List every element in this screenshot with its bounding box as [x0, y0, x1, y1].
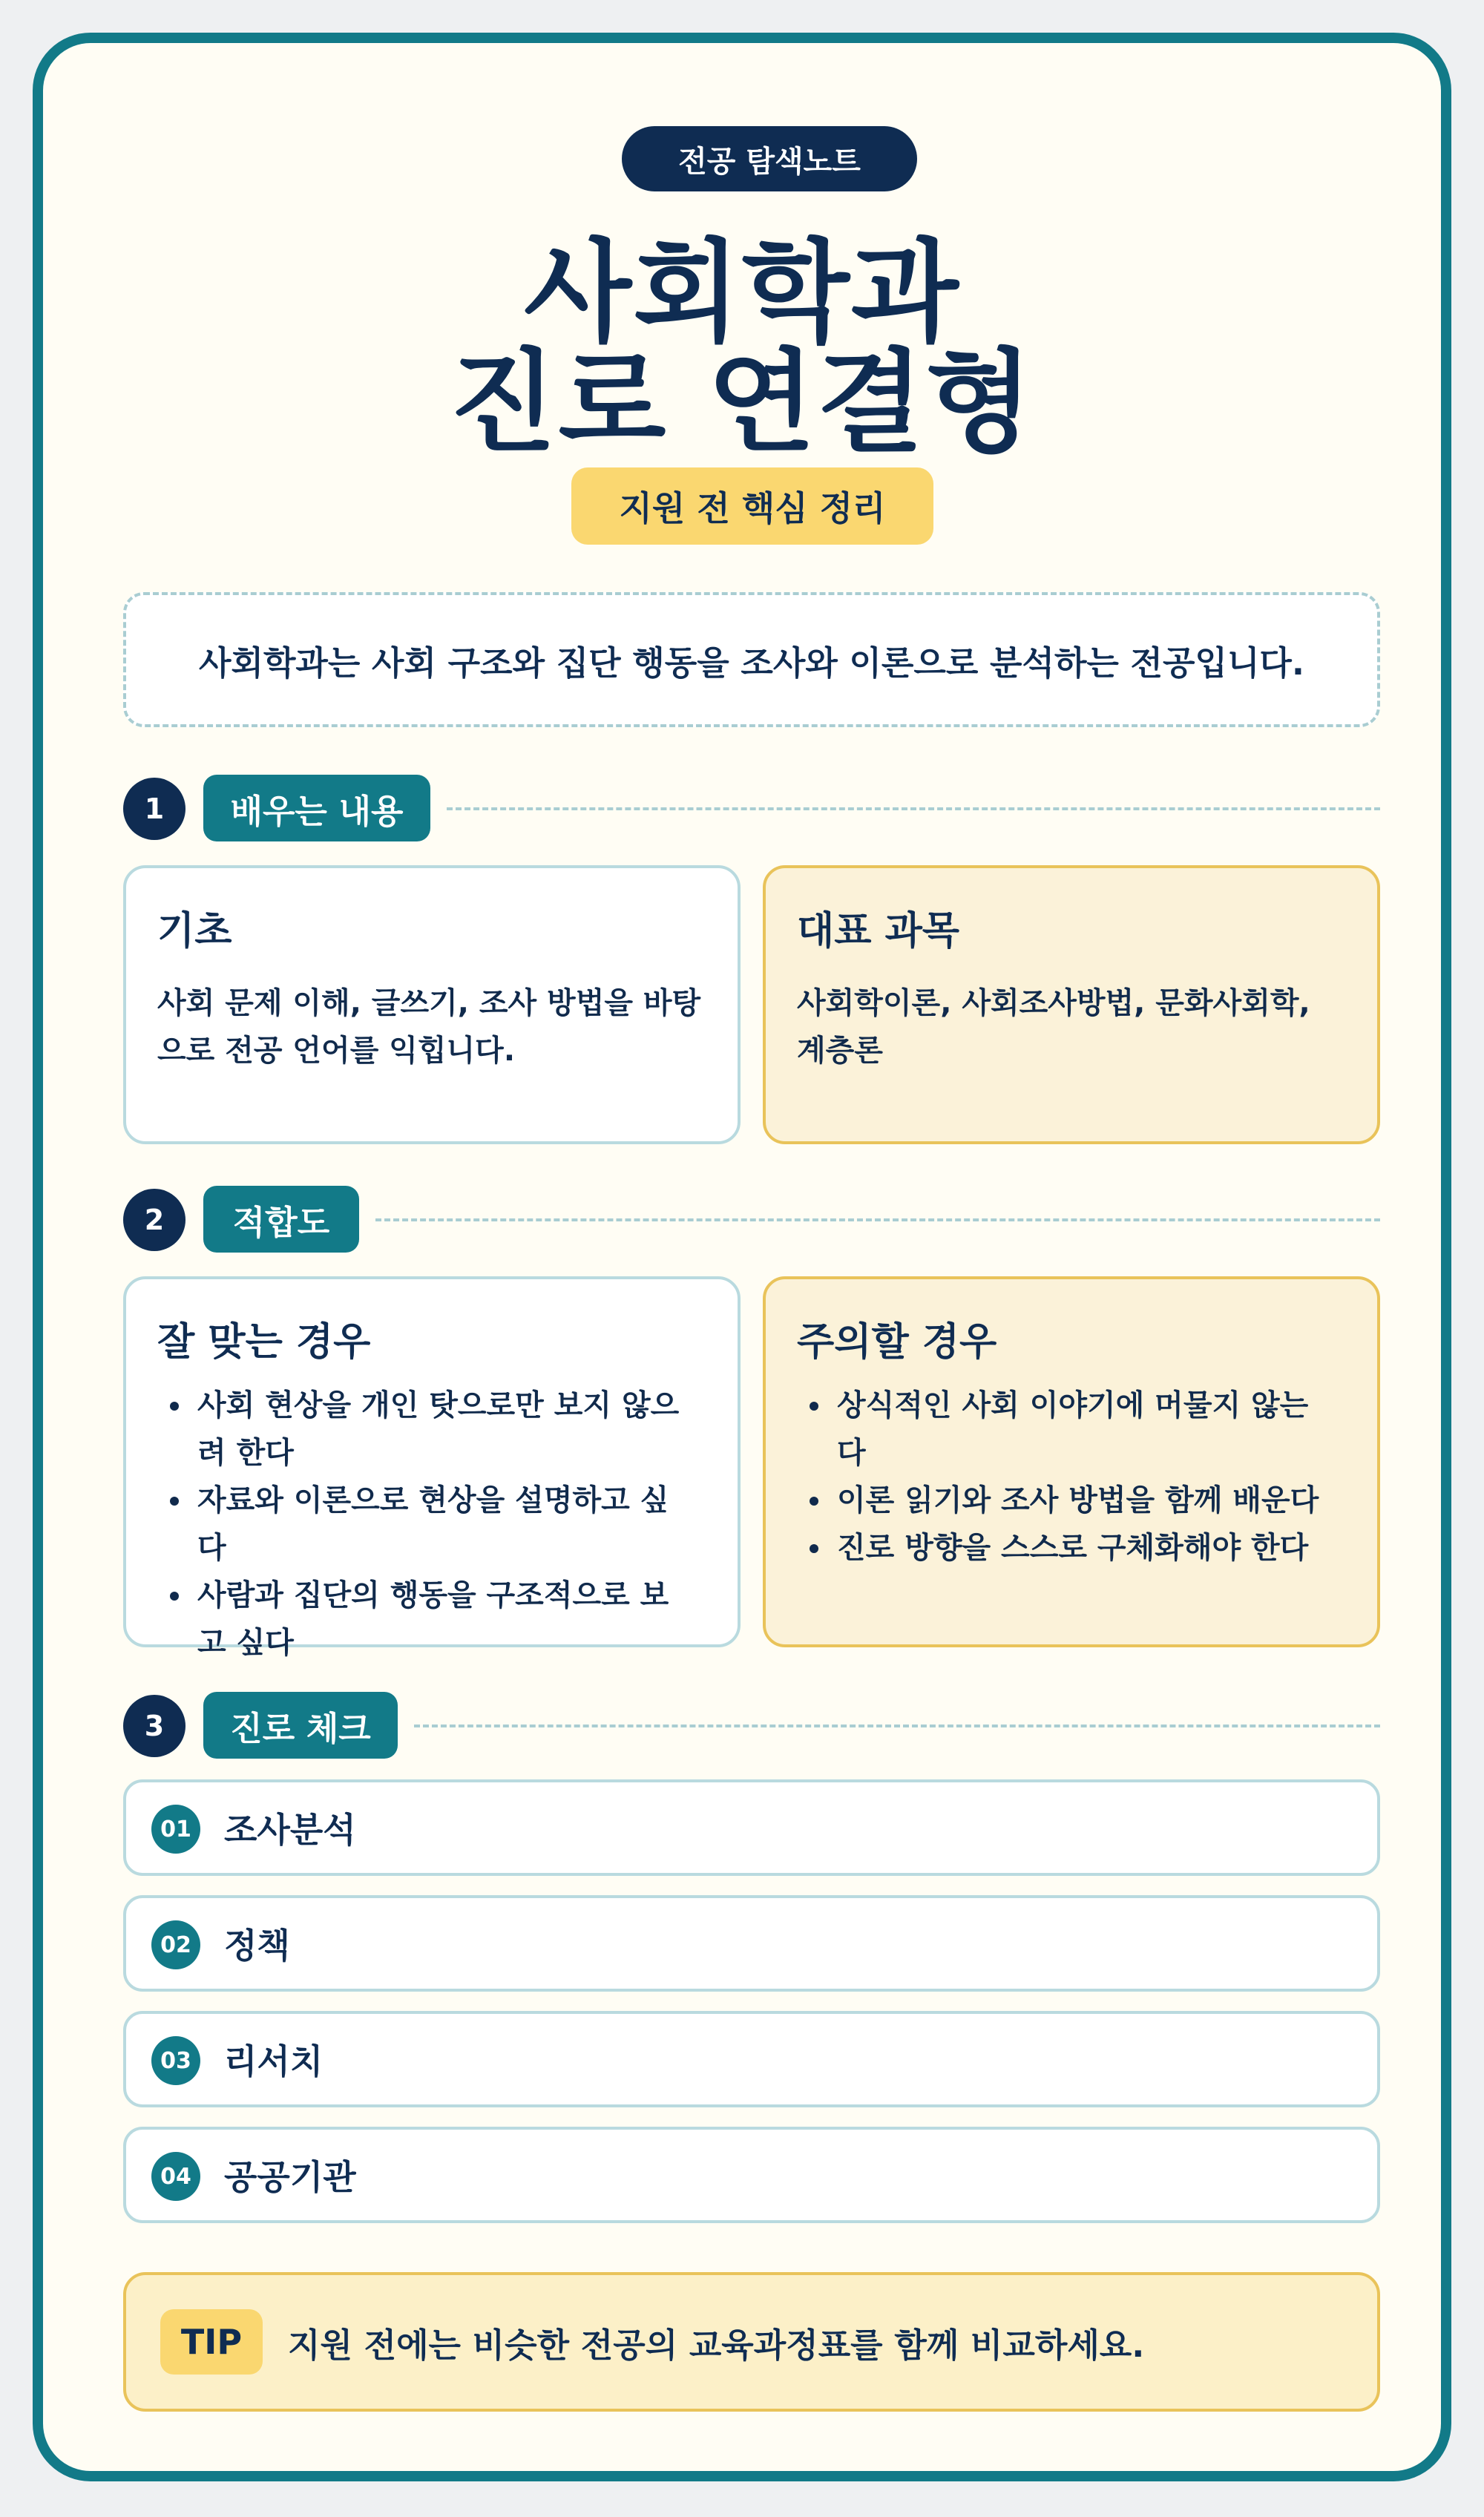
intro-text: 사회학과는 사회 구조와 집단 행동을 조사와 이론으로 분석하는 전공입니다.	[199, 643, 1304, 683]
section-label-learning: 배우는 내용	[203, 775, 430, 841]
basics-title: 기초	[157, 909, 232, 954]
section-divider	[375, 1218, 1380, 1221]
section-number-2: 2	[123, 1189, 186, 1251]
check-number: 02	[151, 1920, 200, 1969]
check-number: 03	[151, 2036, 200, 2085]
good-fit-title: 잘 맞는 경우	[157, 1320, 371, 1365]
check-label: 정책	[224, 1926, 290, 1966]
intro-summary	[123, 592, 1380, 727]
career-check-item	[123, 1779, 1380, 1876]
caution-card	[763, 1276, 1380, 1647]
section-number-1: 1	[123, 778, 186, 840]
section-label-career: 진로 체크	[203, 1692, 398, 1759]
courses-text: 사회학이론, 사회조사방법, 문화사회학, 계층론	[797, 986, 1310, 1068]
page-title-line1: 사회학과	[524, 229, 960, 358]
tip-text: 지원 전에는 비슷한 전공의 교육과정표를 함께 비교하세요.	[288, 2325, 1145, 2365]
career-check-item	[123, 2127, 1380, 2223]
courses-title: 대표 과목	[797, 909, 960, 954]
section-divider	[447, 807, 1380, 810]
career-check-item	[123, 2011, 1380, 2107]
check-label: 리서치	[224, 2041, 324, 2081]
check-number: 04	[151, 2152, 200, 2201]
list-item: • 사회 현상을 개인 탓으로만 보지 않으려 한다	[193, 1382, 686, 1477]
career-check-item	[123, 1895, 1380, 1992]
list-item: • 자료와 이론으로 현상을 설명하고 싶다	[193, 1477, 686, 1572]
section-divider	[414, 1725, 1380, 1727]
list-item: • 상식적인 사회 이야기에 머물지 않는다	[833, 1382, 1325, 1477]
tip-box	[123, 2272, 1380, 2412]
list-item: • 진로 방향을 스스로 구체화해야 한다	[833, 1524, 1325, 1572]
basics-text: 사회 문제 이해, 글쓰기, 조사 방법을 바탕으로 전공 언어를 익힙니다.	[157, 986, 701, 1068]
subtitle-badge: 지원 전 핵심 정리	[571, 467, 933, 545]
section-label-fit: 적합도	[203, 1186, 359, 1253]
good-fit-list	[193, 1382, 686, 1667]
courses-card	[763, 865, 1380, 1144]
tip-badge: TIP	[160, 2309, 263, 2375]
check-number: 01	[151, 1805, 200, 1854]
note-card	[33, 33, 1451, 2481]
caution-list	[833, 1382, 1325, 1572]
list-item: • 이론 읽기와 조사 방법을 함께 배운다	[833, 1477, 1325, 1524]
caution-title: 주의할 경우	[797, 1320, 997, 1365]
category-badge: 전공 탐색노트	[622, 126, 917, 191]
page-title-line2: 진로 연결형	[449, 338, 1035, 467]
check-label: 공공기관	[224, 2157, 356, 2197]
check-label: 조사분석	[224, 1810, 356, 1850]
section-number-3: 3	[123, 1695, 186, 1757]
list-item: • 사람과 집단의 행동을 구조적으로 보고 싶다	[193, 1572, 686, 1667]
good-fit-card	[123, 1276, 741, 1660]
basics-card	[123, 865, 741, 1144]
